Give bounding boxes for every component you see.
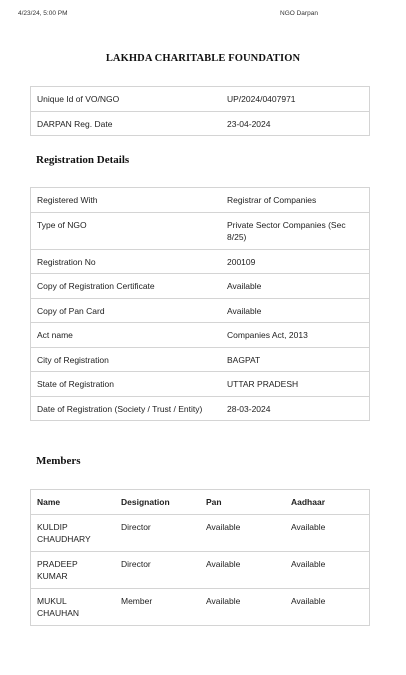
print-site-name: NGO Darpan bbox=[280, 10, 318, 17]
table-row bbox=[31, 347, 370, 372]
table-header-row bbox=[31, 490, 370, 515]
ngo-id-table bbox=[30, 86, 370, 136]
table-row bbox=[31, 274, 370, 299]
field-value: Private Sector Companies (Sec 8/25) bbox=[213, 212, 370, 249]
column-header-name: Name bbox=[31, 490, 116, 515]
table-row bbox=[31, 111, 370, 136]
print-datetime: 4/23/24, 5:00 PM bbox=[18, 10, 68, 17]
print-header bbox=[18, 10, 388, 22]
table-row bbox=[31, 514, 370, 551]
organization-title: LAKHDA CHARITABLE FOUNDATION bbox=[105, 53, 301, 64]
member-designation: Director bbox=[115, 514, 200, 551]
member-pan-status: Available bbox=[200, 514, 285, 551]
table-row bbox=[31, 188, 370, 213]
table-row bbox=[31, 212, 370, 249]
field-label: Registration No bbox=[31, 249, 214, 274]
field-value: UTTAR PRADESH bbox=[213, 372, 370, 397]
table-row bbox=[31, 396, 370, 421]
field-label: Date of Registration (Society / Trust / Entity) bbox=[31, 396, 214, 421]
member-name: PRADEEP KUMAR bbox=[31, 551, 116, 588]
table-row bbox=[31, 249, 370, 274]
field-value: 28-03-2024 bbox=[213, 396, 370, 421]
field-value: 23-04-2024 bbox=[213, 111, 370, 136]
field-value: Available bbox=[213, 298, 370, 323]
members-table bbox=[30, 489, 370, 626]
field-label: DARPAN Reg. Date bbox=[31, 111, 214, 136]
field-value: Available bbox=[213, 274, 370, 299]
field-value: UP/2024/0407971 bbox=[213, 87, 370, 112]
field-label: Copy of Pan Card bbox=[31, 298, 214, 323]
field-label: Unique Id of VO/NGO bbox=[31, 87, 214, 112]
field-label: State of Registration bbox=[31, 372, 214, 397]
member-designation: Director bbox=[115, 551, 200, 588]
table-row bbox=[31, 87, 370, 112]
member-aadhaar-status: Available bbox=[285, 551, 370, 588]
table-row bbox=[31, 588, 370, 625]
field-value: Registrar of Companies bbox=[213, 188, 370, 213]
member-pan-status: Available bbox=[200, 588, 285, 625]
member-aadhaar-status: Available bbox=[285, 588, 370, 625]
field-label: City of Registration bbox=[31, 347, 214, 372]
table-row bbox=[31, 323, 370, 348]
registration-details-table bbox=[30, 187, 370, 421]
table-row bbox=[31, 372, 370, 397]
member-pan-status: Available bbox=[200, 551, 285, 588]
registration-details-heading: Registration Details bbox=[36, 154, 130, 166]
column-header-designation: Designation bbox=[115, 490, 200, 515]
member-name: MUKUL CHAUHAN bbox=[31, 588, 116, 625]
member-name: KULDIP CHAUDHARY bbox=[31, 514, 116, 551]
field-label: Act name bbox=[31, 323, 214, 348]
table-row bbox=[31, 298, 370, 323]
field-value: 200109 bbox=[213, 249, 370, 274]
field-label: Copy of Registration Certificate bbox=[31, 274, 214, 299]
field-label: Type of NGO bbox=[31, 212, 214, 249]
field-value: Companies Act, 2013 bbox=[213, 323, 370, 348]
field-value: BAGPAT bbox=[213, 347, 370, 372]
table-row bbox=[31, 551, 370, 588]
member-designation: Member bbox=[115, 588, 200, 625]
field-label: Registered With bbox=[31, 188, 214, 213]
column-header-aadhaar: Aadhaar bbox=[285, 490, 370, 515]
members-heading: Members bbox=[36, 455, 81, 467]
member-aadhaar-status: Available bbox=[285, 514, 370, 551]
column-header-pan: Pan bbox=[200, 490, 285, 515]
